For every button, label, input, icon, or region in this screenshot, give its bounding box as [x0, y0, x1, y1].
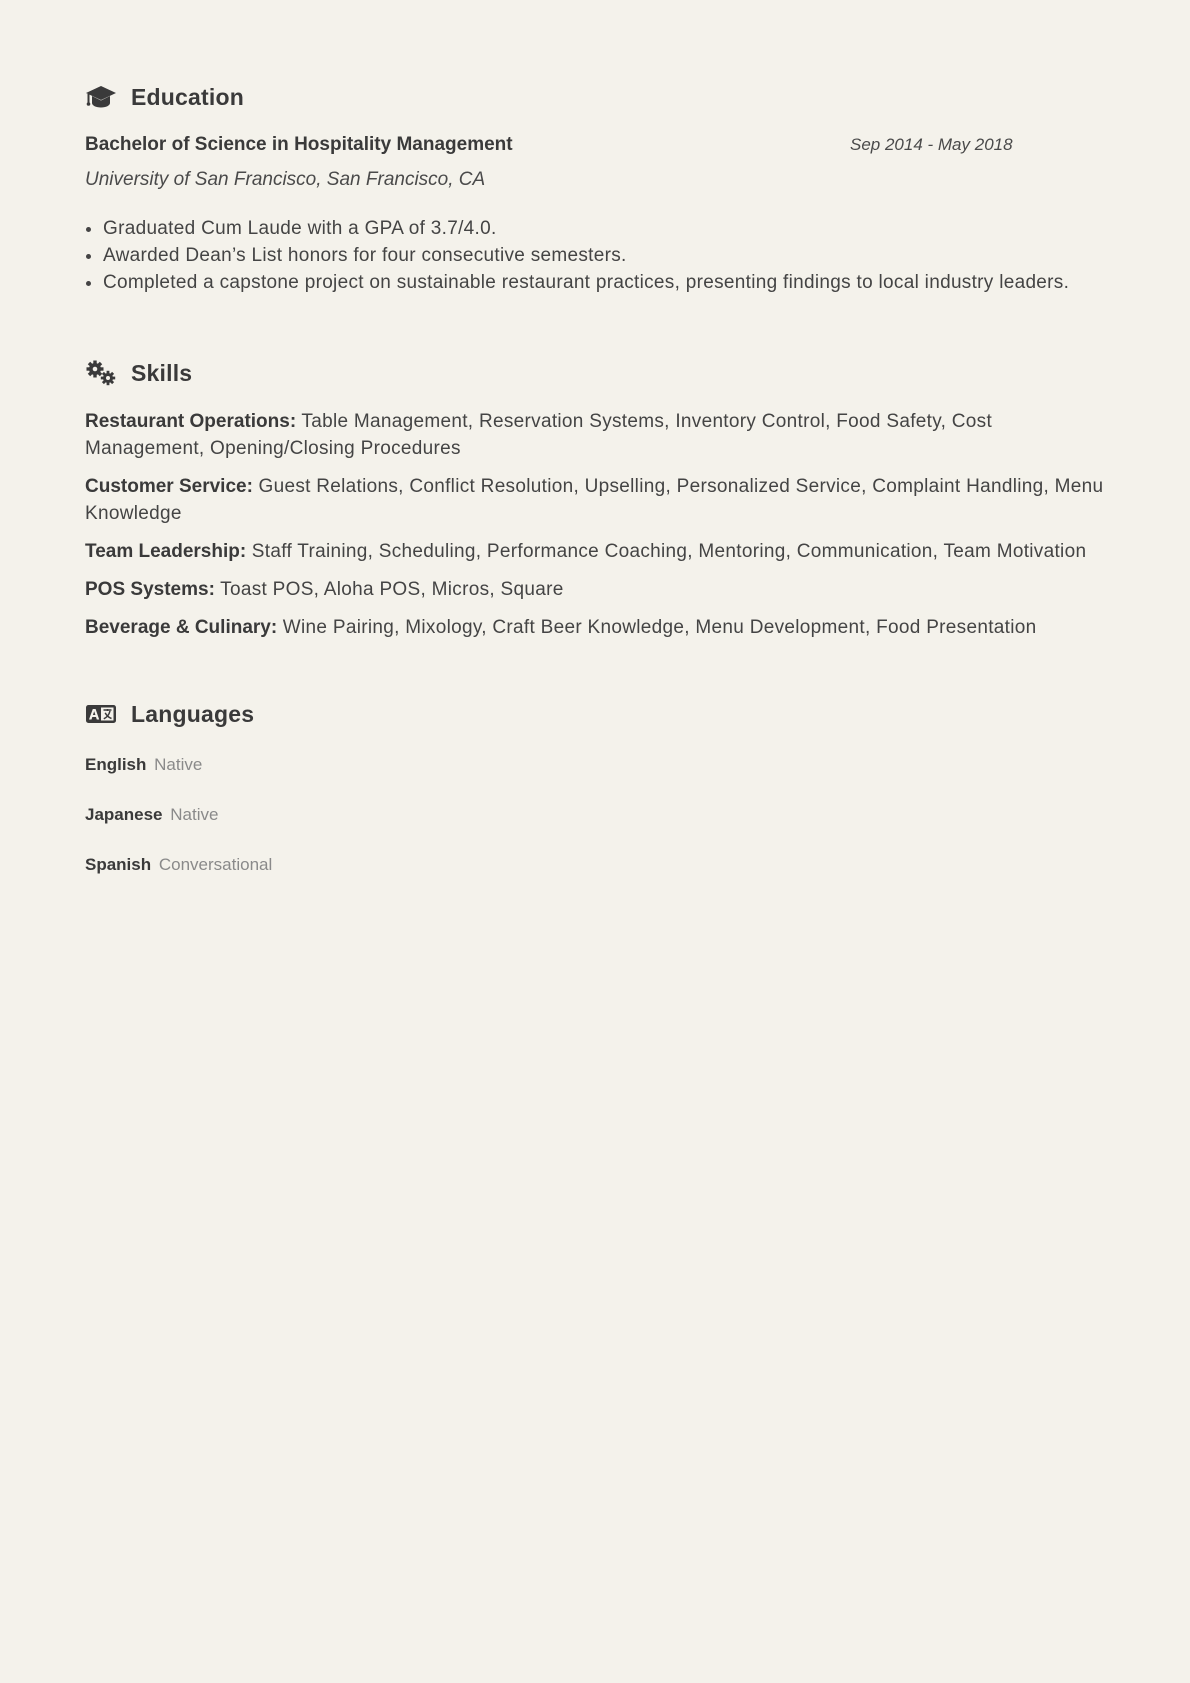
skill-category: Team Leadership: — [85, 541, 247, 562]
language-item — [85, 754, 272, 804]
skill-values: Staff Training, Scheduling, Performance Coaching, Mentoring, Communication, Team Motivation — [251, 541, 1087, 562]
degree-dates: Sep 2014 - May 2018 — [850, 135, 1013, 154]
language-icon — [85, 700, 117, 728]
skill-row — [85, 473, 1105, 527]
language-item — [85, 804, 272, 854]
language-level: Native — [170, 805, 219, 824]
language-name: English — [85, 755, 147, 774]
skill-row — [85, 614, 1105, 641]
skills-section-header — [85, 356, 192, 390]
list-item: • Awarded Dean’s List honors for four consecutive semesters. — [103, 242, 1103, 269]
language-name: Spanish — [85, 855, 152, 874]
skill-values: Guest Relations, Conflict Resolution, Upselling, Personalized Service, Complaint Handling, Menu Knowledge — [85, 476, 1104, 524]
skill-values: Wine Pairing, Mixology, Craft Beer Knowledge, Menu Development, Food Presentation — [282, 617, 1037, 638]
education-entry — [85, 134, 1105, 160]
languages-list — [85, 754, 272, 904]
language-item — [85, 854, 272, 904]
skill-category: POS Systems: — [85, 579, 215, 600]
graduation-cap-icon — [85, 83, 117, 111]
skill-row — [85, 408, 1105, 462]
skill-row — [85, 576, 1105, 603]
education-highlights — [85, 215, 1103, 296]
skill-values: Toast POS, Aloha POS, Micros, Square — [220, 579, 564, 600]
school-name: University of San Francisco, San Francisco, CA — [85, 169, 486, 190]
language-level: Native — [154, 755, 203, 774]
gears-icon — [85, 359, 117, 387]
education-heading: Education — [131, 83, 244, 110]
language-name: Japanese — [85, 805, 163, 824]
skill-row — [85, 538, 1105, 565]
skill-category: Beverage & Culinary: — [85, 617, 278, 638]
skills-list — [85, 408, 1105, 652]
skill-category: Customer Service: — [85, 476, 253, 497]
degree-title: Bachelor of Science in Hospitality Management — [85, 134, 513, 155]
languages-section-header — [85, 697, 254, 731]
language-level: Conversational — [158, 855, 273, 874]
education-section-header — [85, 80, 244, 114]
skill-category: Restaurant Operations: — [85, 411, 297, 432]
skills-heading: Skills — [131, 359, 193, 386]
skill-values: Table Management, Reservation Systems, Inventory Control, Food Safety, Cost Management, Opening/Closing Procedures — [85, 411, 993, 459]
list-item: • Graduated Cum Laude with a GPA of 3.7/4.0. — [103, 215, 1103, 242]
list-item: • Completed a capstone project on sustainable restaurant practices, presenting findings to local industry leaders. — [103, 269, 1103, 296]
languages-heading: Languages — [131, 700, 255, 727]
